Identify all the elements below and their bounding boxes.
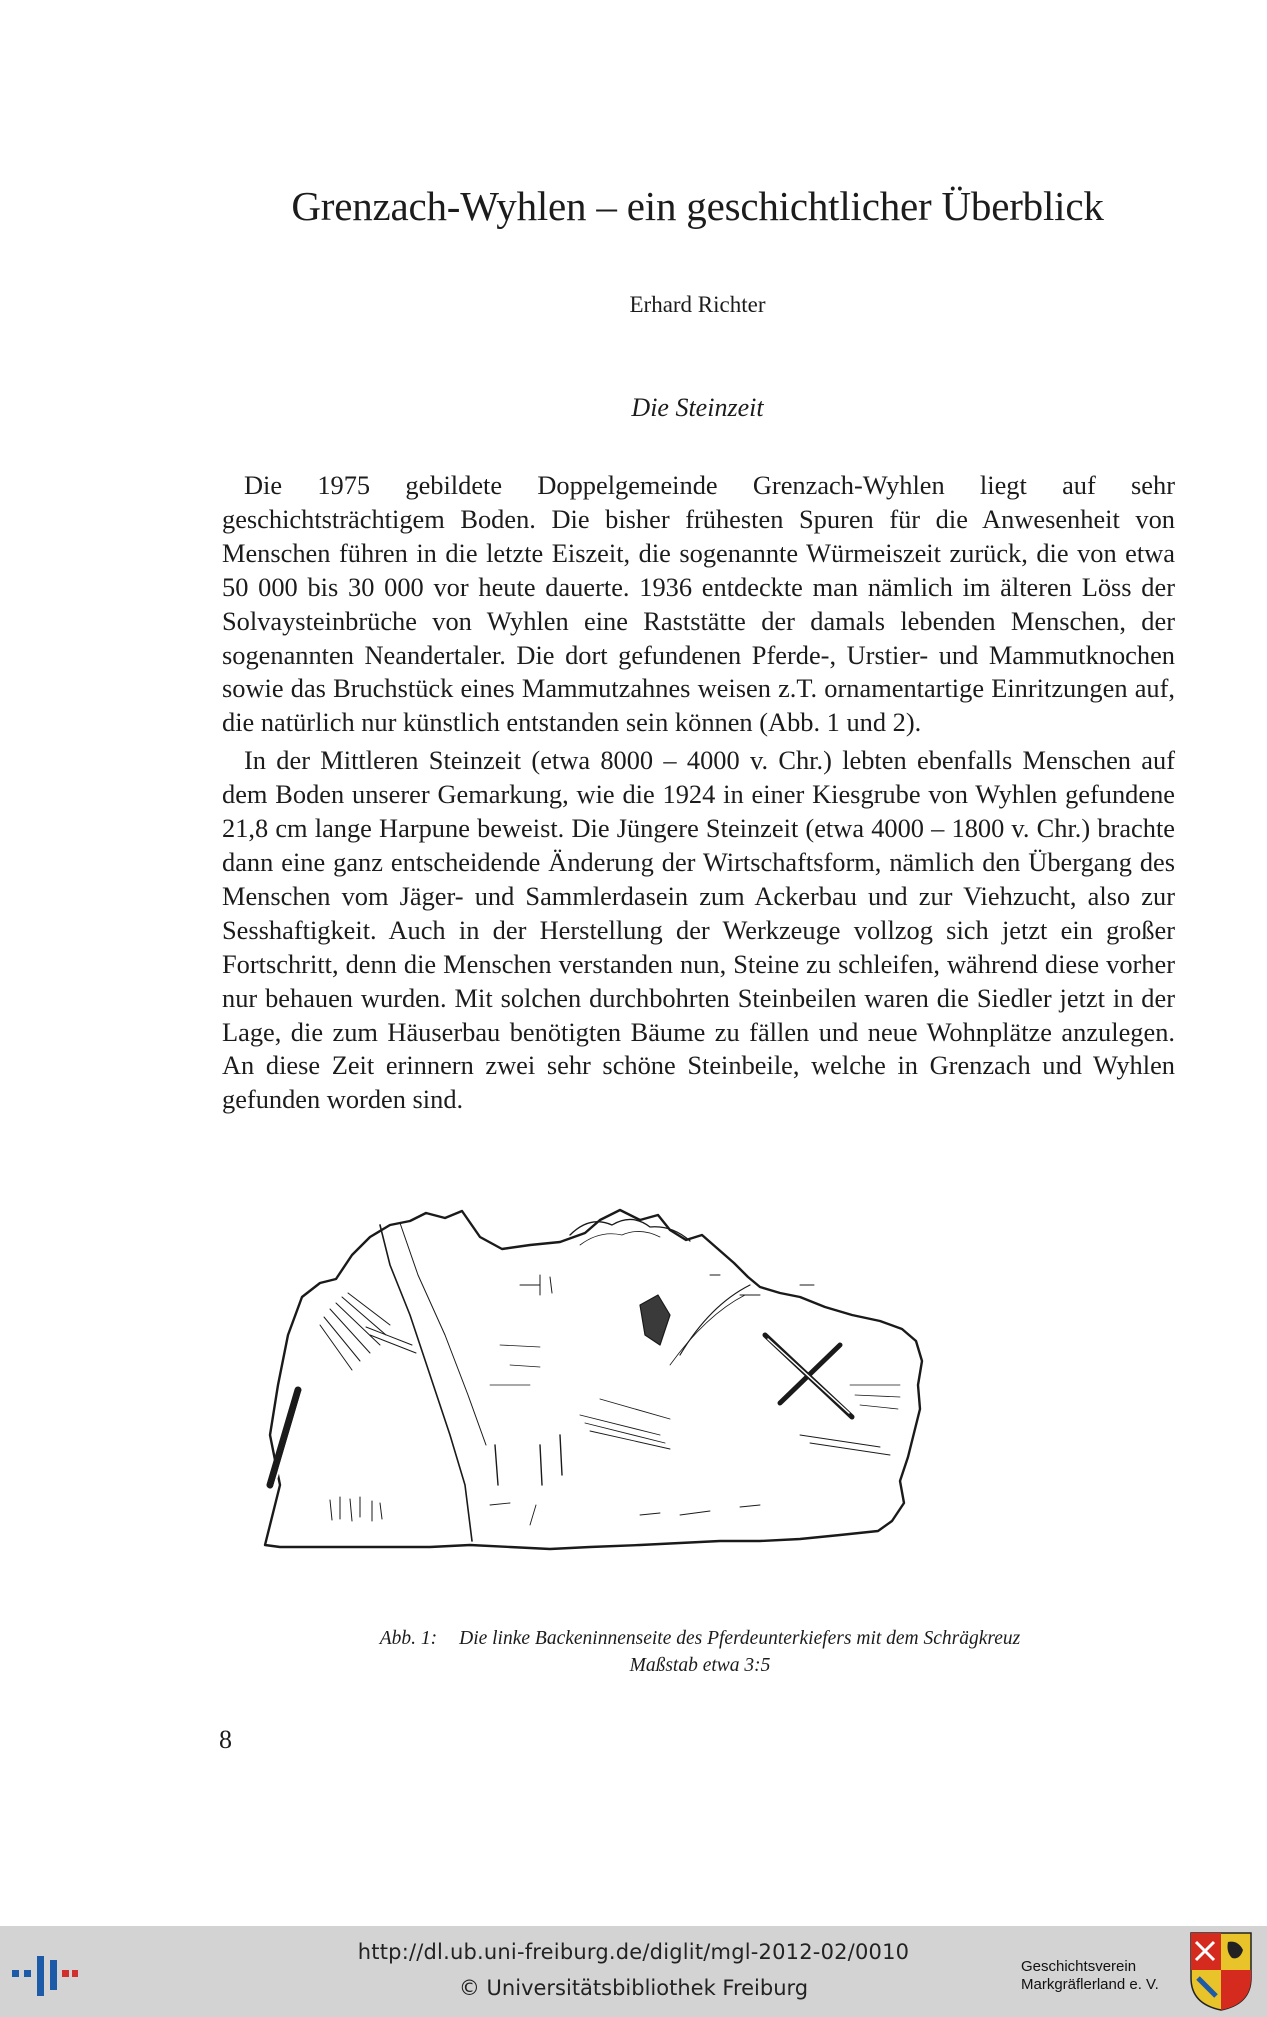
caption-line-1 xyxy=(250,1625,1150,1652)
figure-bone-drawing xyxy=(240,1185,1140,1565)
page-title: Grenzach-Wyhlen – ein geschichtlicher Überblick xyxy=(291,183,1104,229)
body-text xyxy=(222,469,1175,1117)
society-line-1: Geschichtsverein xyxy=(1021,1958,1137,1975)
author-name: Erhard Richter xyxy=(629,292,766,317)
footer-bar xyxy=(0,1926,1267,2017)
paragraph: Die 1975 gebildete Doppelgemeinde Grenzach-Wyhlen liegt auf sehr geschichtsträchtigem Boden. Die bisher frühesten Spuren für die Anwesenheit von Menschen führen in die letzte Eiszeit, die sogenannte Würmeiszeit zurück, die von etwa 50 000 bis 30 000 vor heute dauerte. 1936 entdeckte man nämlich im älteren Löss der Solvaysteinbrüche von Wyhlen eine Raststätte der damals lebenden Menschen, der sogenannten Neandertaler. Die dort gefundenen Pferde-, Urstier- und Mammutknochen sowie das Bruchstück eines Mammutzahnes weisen z.T. ornamentartige Einritzungen auf, die natürlich nur künstlich entstanden sein können (Abb. 1 und 2). xyxy=(222,470,1175,738)
caption-scale: Maßstab etwa 3:5 xyxy=(629,1655,771,1676)
caption-text: Die linke Backeninnenseite des Pferdeunterkiefers mit dem Schrägkreuz xyxy=(459,1628,1021,1649)
figure-label: Abb. 1: xyxy=(379,1628,438,1649)
bone-fragment-illustration xyxy=(240,1185,1140,1565)
source-url[interactable]: http://dl.ub.uni-freiburg.de/diglit/mgl-2012-02/0010 xyxy=(357,1940,910,1964)
coat-of-arms-icon xyxy=(1188,1930,1254,2012)
page-number: 8 xyxy=(219,1725,232,1754)
society-name xyxy=(1021,1958,1159,1994)
paragraph: In der Mittleren Steinzeit (etwa 8000 – 4000 v. Chr.) lebten ebenfalls Menschen auf dem Boden unserer Gemarkung, wie die 1924 in einer Kiesgrube von Wyhlen gefundene 21,8 cm lange Harpune beweist. Die Jüngere Steinzeit (etwa 4000 – 1800 v. Chr.) brachte dann eine ganz entscheidende Änderung der Wirtschaftsform, nämlich den Übergang des Menschen vom Jäger- und Sammlerdasein zum Ackerbau und zur Viehzucht, also zur Sesshaftigkeit. Auch in der Herstellung der Werkzeuge vollzog sich jetzt ein großer Fortschritt, denn die Menschen verstanden nun, Steine zu schleifen, während diese vorher nur behauen wurden. Mit solchen durchbohrten Steinbeilen waren die Siedler jetzt in der Lage, die zum Häuserbau benötigten Bäume zu fällen und neue Wohnplätze anzulegen. An diese Zeit erinnern zwei sehr schöne Steinbeile, welche in Grenzach und Wyhlen gefunden worden sind. xyxy=(222,745,1175,1115)
section-heading: Die Steinzeit xyxy=(631,393,764,422)
copyright-text: © Universitätsbibliothek Freiburg xyxy=(458,1976,809,2000)
society-line-2: Markgräflerland e. V. xyxy=(1021,1976,1159,1993)
figure-caption xyxy=(250,1625,1150,1679)
